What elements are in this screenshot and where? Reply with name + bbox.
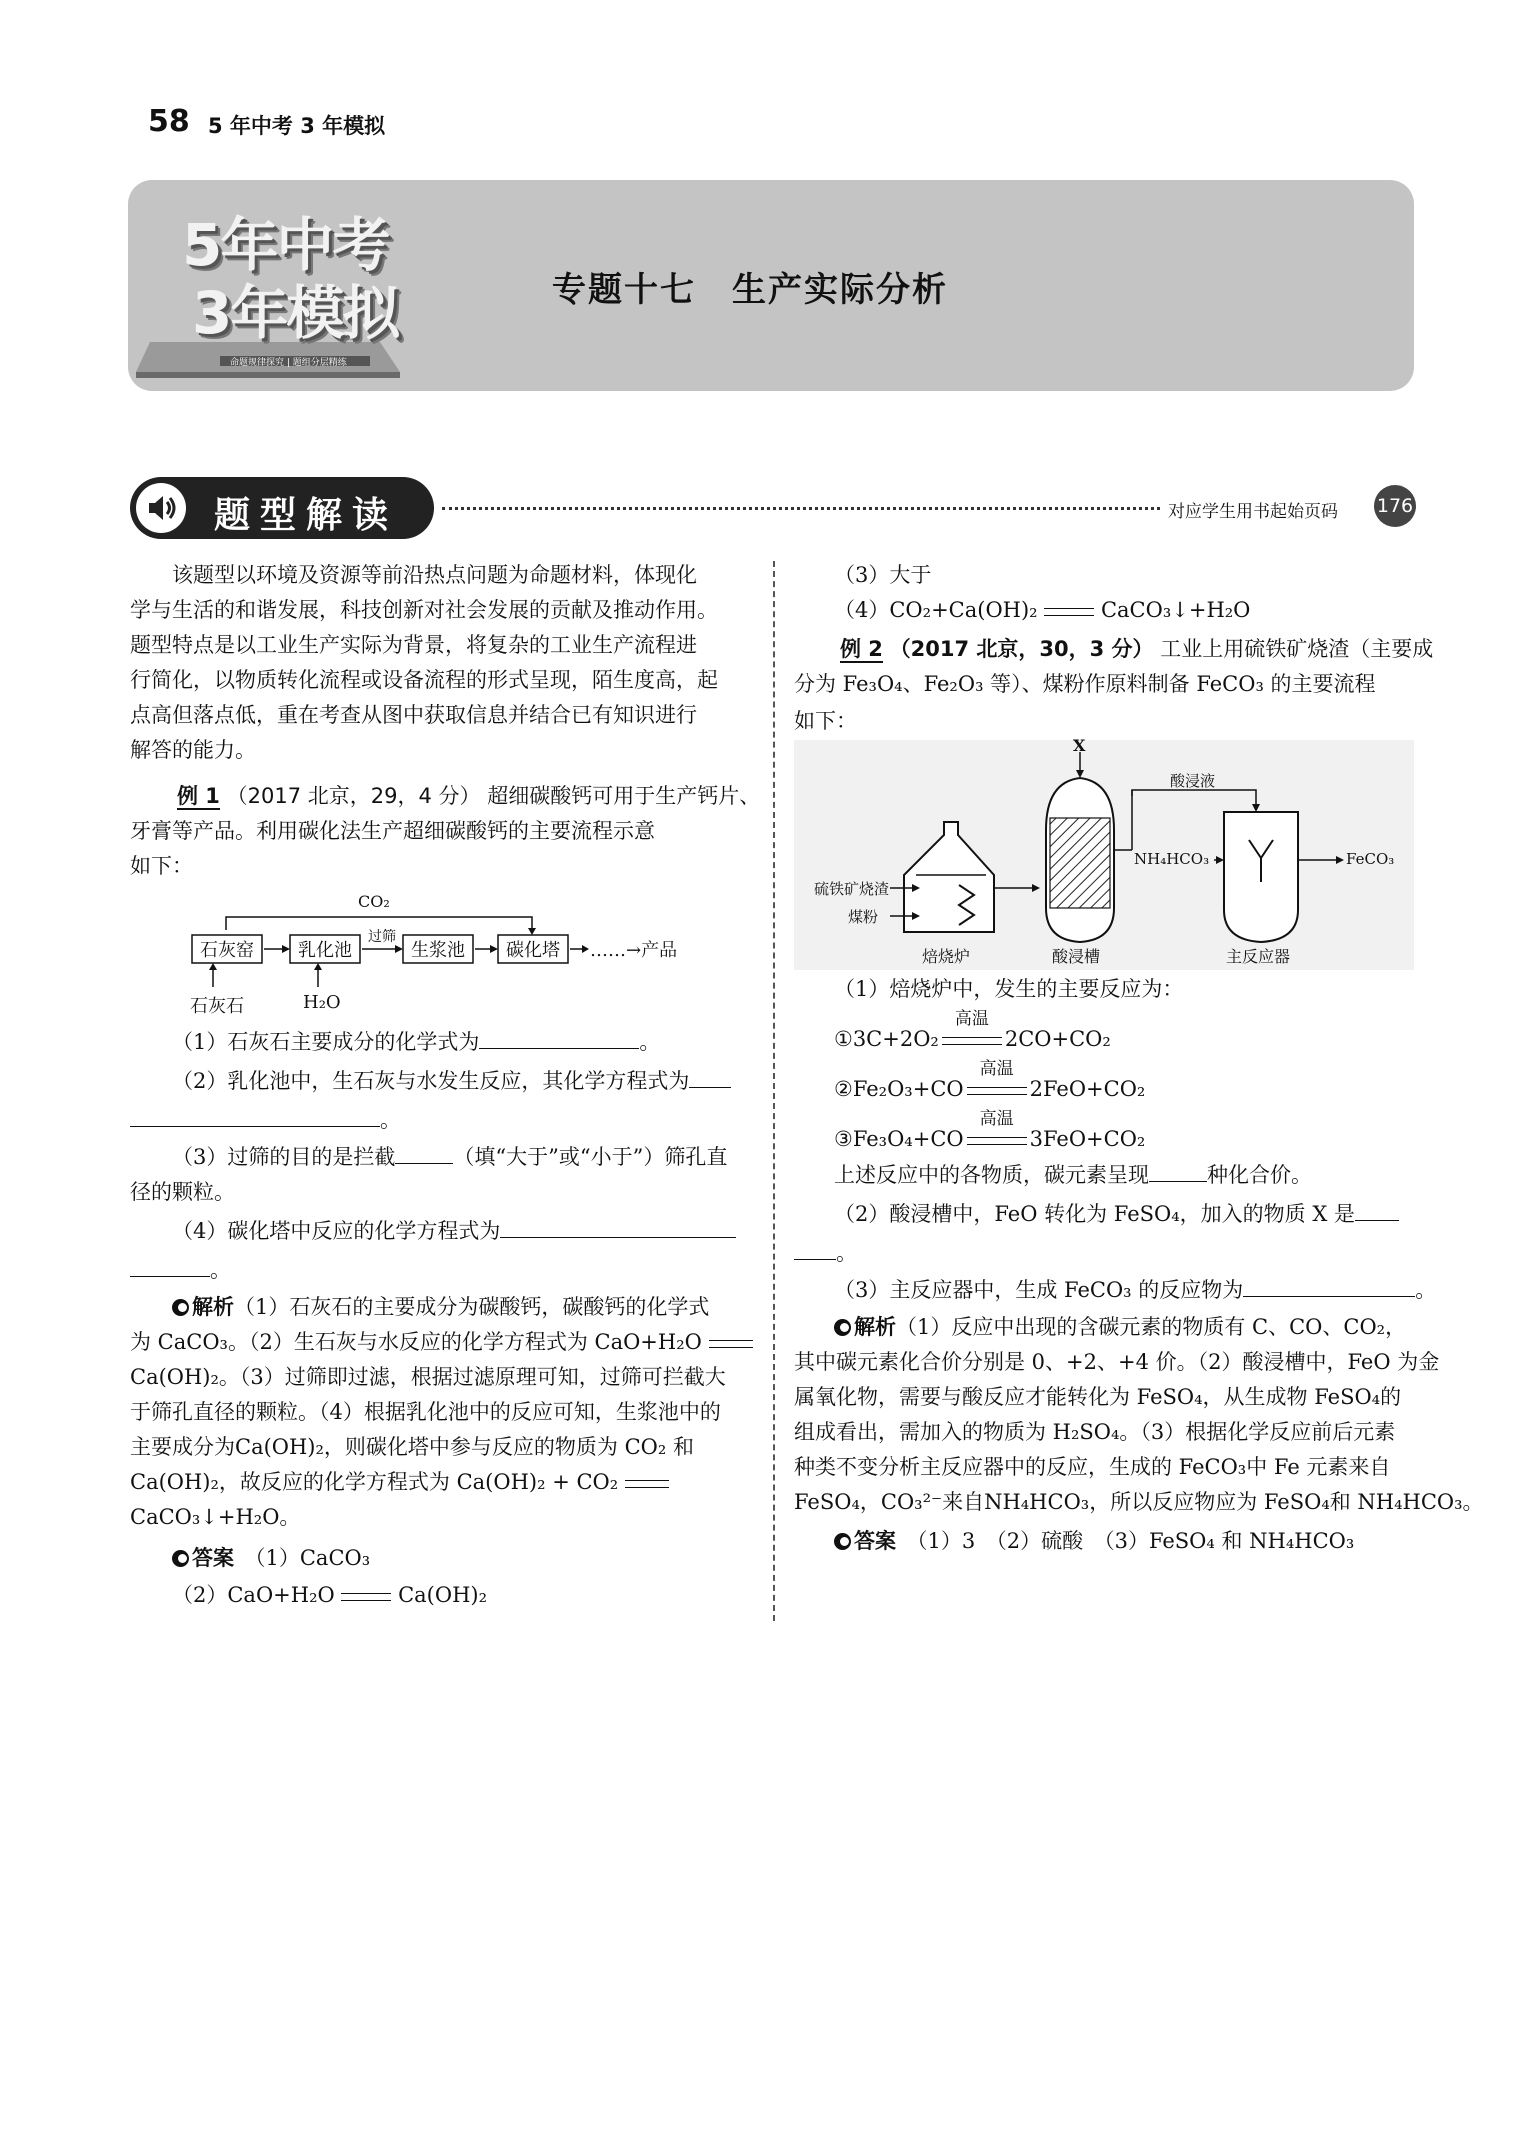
question-4-cont: 。 xyxy=(130,1253,231,1288)
condition-label: 高温 xyxy=(954,1009,989,1029)
example1-text: 超细碳酸钙可用于生产钙片、 xyxy=(487,784,761,808)
speaker-icon xyxy=(136,483,186,533)
intro-line: 行简化，以物质转化流程或设备流程的形式呈现，陌生度高，起 xyxy=(130,668,718,692)
condition-label: 高温 xyxy=(979,1109,1014,1129)
diagram-x: X xyxy=(1073,736,1086,755)
question-2: （2）乳化池中，生石灰与水发生反应，其化学方程式为 xyxy=(172,1064,731,1099)
answer-icon xyxy=(172,1550,189,1567)
equals-sign xyxy=(341,1593,391,1601)
question-1: （1）石灰石主要成分的化学式为 。 xyxy=(172,1025,660,1060)
analysis-2-line: 组成看出，需加入的物质为 H₂SO₄。（3）根据化学反应前后元素 xyxy=(794,1420,1396,1444)
logo-block xyxy=(130,192,410,382)
question-2-3: （3）主反应器中，生成 FeCO₃ 的反应物为 。 xyxy=(834,1273,1436,1308)
answer-blank[interactable] xyxy=(1243,1274,1415,1297)
diagram-acid-liquid: 酸浸液 xyxy=(1170,772,1216,790)
logo-line1: 5年中考 xyxy=(182,211,389,279)
reaction-3: ③Fe₃O₄+CO 高温 3FeO+CO₂ xyxy=(834,1122,1145,1157)
example2-text: 如下： xyxy=(794,709,857,733)
flow-limestone: 石灰石 xyxy=(190,996,244,1017)
topic-title: 专题十七 生产实际分析 xyxy=(552,270,948,310)
condition-label: 高温 xyxy=(979,1059,1014,1079)
answer-2-line: 答案 （1）3 （2）硫酸 （3）FeSO₄ 和 NH₄HCO₃ xyxy=(834,1524,1354,1559)
intro-line: 该题型以环境及资源等前沿热点问题为命题材料，体现化 xyxy=(130,563,697,587)
example2-text: 工业上用硫铁矿烧渣（主要成 xyxy=(1160,637,1434,661)
question-2-1: （1）焙烧炉中，发生的主要反应为： xyxy=(834,977,1184,1001)
analysis-1-line: Ca(OH)₂，故反应的化学方程式为 Ca(OH)₂ + CO₂ xyxy=(130,1465,669,1500)
analysis-icon xyxy=(172,1299,189,1316)
question-2-2-cont: 。 xyxy=(794,1236,857,1271)
page-number: 58 xyxy=(148,104,190,139)
book-title: 5 年中考 3 年模拟 xyxy=(208,114,386,138)
analysis-icon xyxy=(834,1319,851,1336)
example1-text: 如下： xyxy=(130,854,193,878)
answer-blank[interactable] xyxy=(794,1237,836,1260)
diagram-reactor: 主反应器 xyxy=(1226,947,1291,966)
diagram-furnace: 焙烧炉 xyxy=(922,947,971,966)
column-divider xyxy=(773,561,775,1621)
analysis-2-line: FeSO₄，CO₃²⁻来自NH₄HCO₃，所以反应物应为 FeSO₄和 NH₄HCO₃。 xyxy=(794,1490,1484,1514)
page-ref-note: 对应学生用书起始页码 xyxy=(1168,502,1338,522)
analysis-2-line: 解析（1）反应中出现的含碳元素的物质有 C、CO、CO₂， xyxy=(834,1310,1406,1345)
flow-box-emulsifier: 乳化池 xyxy=(298,940,352,961)
question-3-cont: 径的颗粒。 xyxy=(130,1180,235,1204)
analysis-1-line: 主要成分为Ca(OH)₂，则碳化塔中参与反应的物质为 CO₂ 和 xyxy=(130,1435,694,1459)
diagram-coal: 煤粉 xyxy=(848,908,879,926)
equals-sign xyxy=(625,1480,669,1488)
analysis-2-line: 其中碳元素化合价分别是 0、+2、+4 价。（2）酸浸槽中，FeO 为金 xyxy=(794,1350,1440,1374)
example1-text: 牙膏等产品。利用碳化法生产超细碳酸钙的主要流程示意 xyxy=(130,819,655,843)
answer-blank[interactable] xyxy=(130,1104,380,1127)
answer-blank[interactable] xyxy=(479,1026,639,1049)
diagram-feco3: FeCO₃ xyxy=(1346,850,1395,868)
answer-blank[interactable] xyxy=(1149,1159,1207,1182)
example1-heading xyxy=(177,779,760,814)
example2-source: （2017 北京，30，3 分） xyxy=(889,637,1154,661)
analysis-1-line: Ca(OH)₂。（3）过筛即过滤，根据过滤原理可知，过筛可拦截大 xyxy=(130,1365,726,1389)
question-4: （4）碳化塔中反应的化学方程式为 xyxy=(172,1214,736,1249)
equals-sign xyxy=(1044,608,1094,616)
section-title: 题型解读 xyxy=(214,495,399,536)
equals-sign xyxy=(967,1087,1027,1095)
answer-1-line: （4）CO₂+Ca(OH)₂ CaCO₃↓+H₂O xyxy=(834,598,1251,622)
dotted-rule xyxy=(442,507,1160,510)
diagram-tank: 酸浸槽 xyxy=(1052,947,1101,966)
analysis-2-line: 属氧化物，需要与酸反应才能转化为 FeSO₄，从生成物 FeSO₄的 xyxy=(794,1385,1402,1409)
flow-diagram-1 xyxy=(190,892,710,1022)
analysis-2-line: 种类不变分析主反应器中的反应，生成的 FeCO₃中 Fe 元素来自 xyxy=(794,1455,1391,1479)
diagram-nh4hco3: NH₄HCO₃ xyxy=(1134,850,1210,868)
answer-blank[interactable] xyxy=(130,1254,210,1277)
question-2-1b: 上述反应中的各物质，碳元素呈现 种化合价。 xyxy=(834,1158,1312,1193)
logo-line2: 3年模拟 xyxy=(192,279,399,347)
intro-line: 题型特点是以工业生产实际为背景，将复杂的工业生产流程进 xyxy=(130,633,697,657)
example1-label: 例 1 xyxy=(177,784,220,808)
flow-water: H₂O xyxy=(303,992,341,1013)
example2-label: 例 2 xyxy=(840,637,883,661)
question-2-cont: 。 xyxy=(130,1103,401,1138)
example1-source: （2017 北京，29，4 分） xyxy=(226,784,481,808)
equals-sign xyxy=(942,1037,1002,1045)
apparatus-diagram xyxy=(794,736,1414,970)
answer-blank[interactable] xyxy=(500,1215,736,1238)
flow-box-carbonation: 碳化塔 xyxy=(506,940,560,961)
answer-blank[interactable] xyxy=(689,1065,731,1088)
equals-sign xyxy=(709,1340,753,1348)
equals-sign xyxy=(967,1137,1027,1145)
example2-heading xyxy=(840,632,1433,667)
example2-text: 分为 Fe₃O₄、Fe₂O₃ 等）、煤粉作原料制备 FeCO₃ 的主要流程 xyxy=(794,672,1376,696)
analysis-1-line: 于筛孔直径的颗粒。（4）根据乳化池中的反应可知，生浆池中的 xyxy=(130,1400,721,1424)
reaction-2: ②Fe₂O₃+CO 高温 2FeO+CO₂ xyxy=(834,1072,1145,1107)
reaction-1: ①3C+2O₂ 高温 2CO+CO₂ xyxy=(834,1022,1111,1057)
analysis-1-line: 解析（1）石灰石的主要成分为碳酸钙，碳酸钙的化学式 xyxy=(172,1290,709,1325)
intro-line: 点高但落点低，重在考查从图中获取信息并结合已有知识进行 xyxy=(130,703,697,727)
answer-1-line: （3）大于 xyxy=(834,563,932,587)
answer-blank[interactable] xyxy=(1355,1198,1399,1221)
flow-box-kiln: 石灰窑 xyxy=(200,940,254,961)
flow-filter: 过筛 xyxy=(368,929,396,945)
flow-box-slurry: 生浆池 xyxy=(411,940,465,961)
analysis-1-line: 为 CaCO₃。（2）生石灰与水反应的化学方程式为 CaO+H₂O xyxy=(130,1325,753,1360)
question-3: （3）过筛的目的是拦截 （填“大于”或“小于”）筛孔直 xyxy=(172,1140,727,1175)
answer-1-line: （2）CaO+H₂O Ca(OH)₂ xyxy=(172,1583,488,1607)
logo-small: 命题规律探究 | 题组分层精练 xyxy=(230,358,347,368)
answer-icon xyxy=(834,1533,851,1550)
intro-line: 解答的能力。 xyxy=(130,738,256,762)
diagram-slag: 硫铁矿烧渣 xyxy=(814,880,890,898)
answer-blank[interactable] xyxy=(395,1141,453,1164)
page-ref-badge: 176 xyxy=(1374,485,1416,527)
answer-1-line: 答案 （1）CaCO₃ xyxy=(172,1541,370,1576)
flow-product: ……→产品 xyxy=(590,940,678,961)
question-2-2: （2）酸浸槽中，FeO 转化为 FeSO₄，加入的物质 X 是 xyxy=(834,1197,1399,1232)
intro-line: 学与生活的和谐发展，科技创新对社会发展的贡献及推动作用。 xyxy=(130,598,718,622)
flow-co2: CO₂ xyxy=(358,892,390,911)
analysis-1-line: CaCO₃↓+H₂O。 xyxy=(130,1505,301,1529)
